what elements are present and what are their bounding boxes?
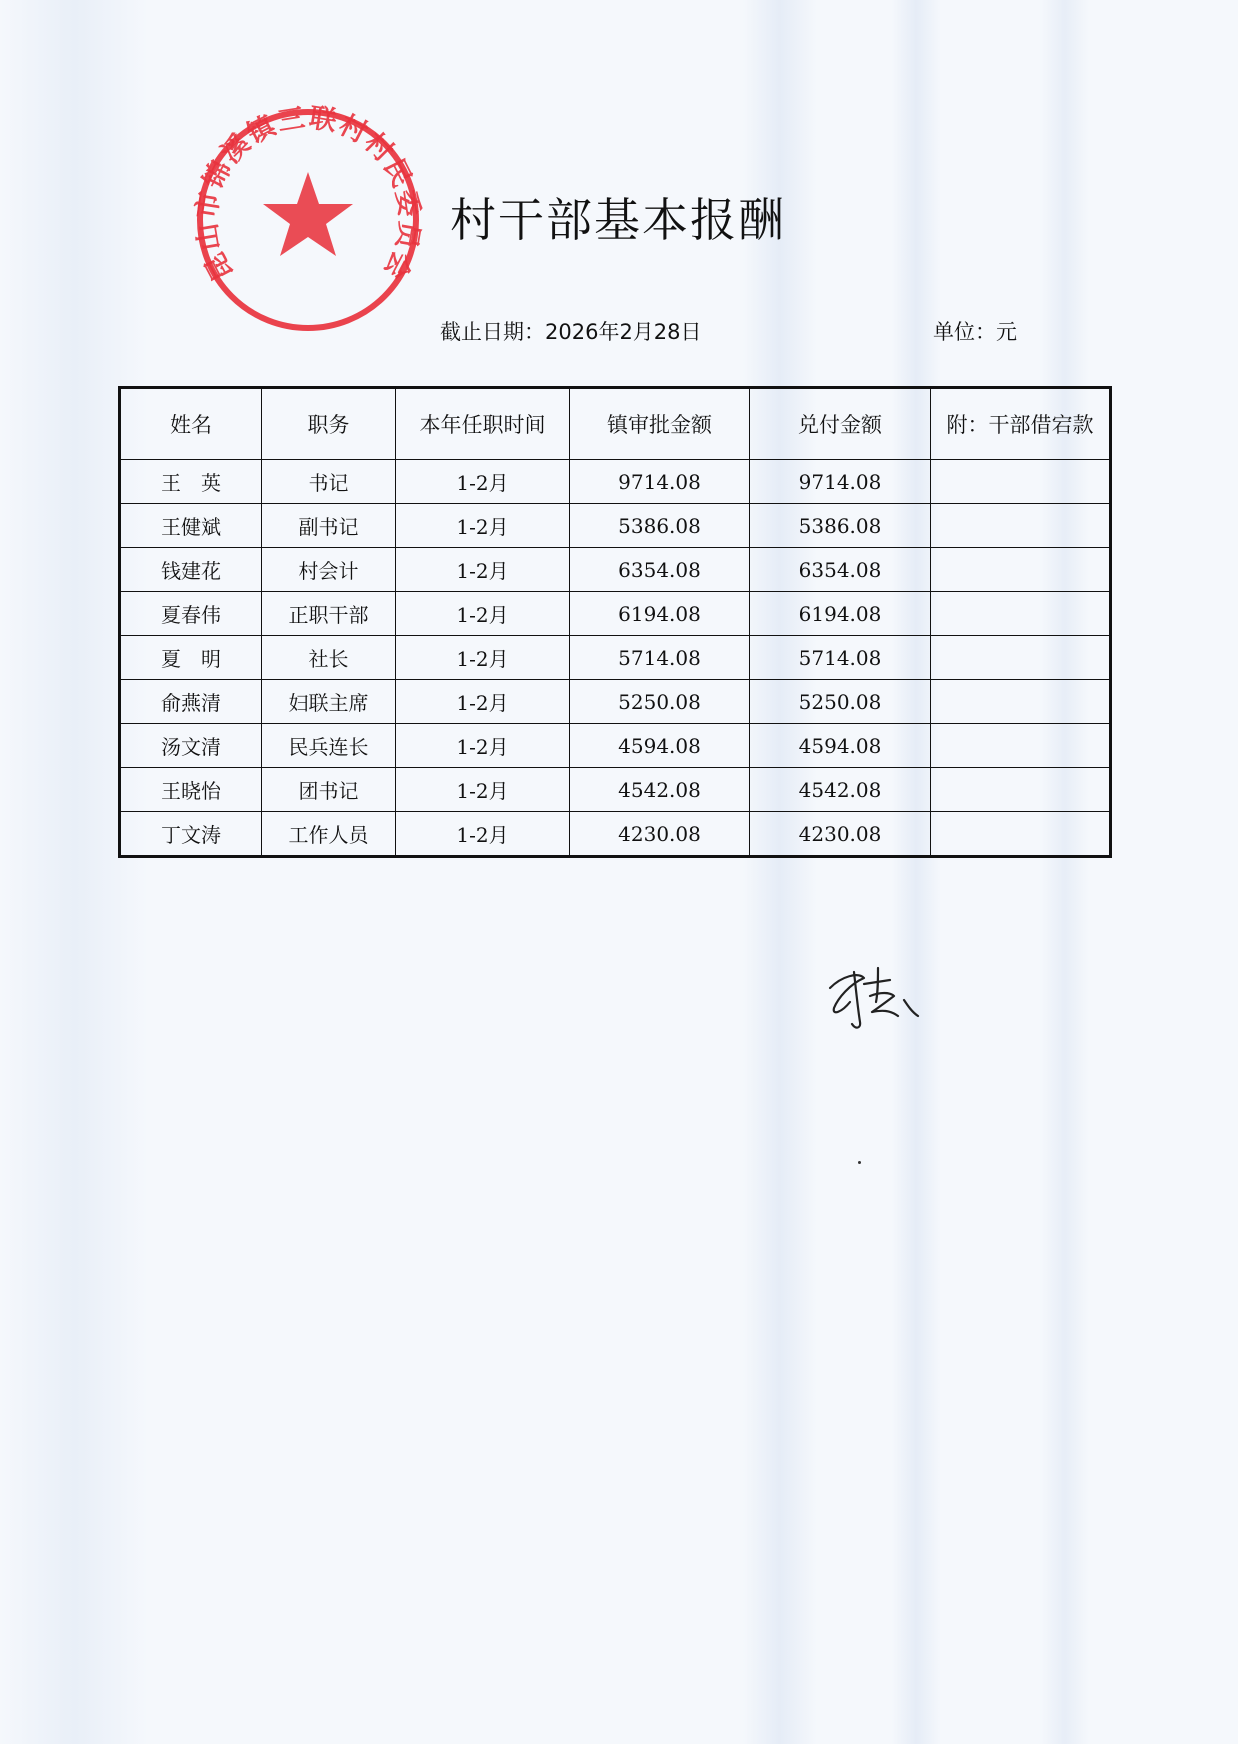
cell-approved: 5714.08 [570,636,750,680]
header-name: 姓名 [120,388,262,460]
cell-paid: 5250.08 [750,680,931,724]
cell-position: 书记 [262,460,396,504]
seal-star-icon [263,172,353,256]
cell-position: 社长 [262,636,396,680]
cutoff-date: 截止日期：2026年2月28日 [440,320,702,344]
table-row [120,724,1111,768]
cell-loan [931,724,1111,768]
cell-position: 团书记 [262,768,396,812]
header-loan: 附：干部借宕款 [931,388,1111,460]
page-title: 村干部基本报酬 [450,193,786,247]
seal-text: 昆山市锦溪镇三联村村民委员会 [191,102,425,286]
cell-position: 副书记 [262,504,396,548]
cell-loan [931,812,1111,857]
header-paid-amount: 兑付金额 [750,388,931,460]
table-row [120,592,1111,636]
cell-period: 1-2月 [396,548,570,592]
cell-period: 1-2月 [396,636,570,680]
cell-loan [931,636,1111,680]
header-approved-amount: 镇审批金额 [570,388,750,460]
cell-approved: 6354.08 [570,548,750,592]
cell-name: 夏春伟 [120,592,262,636]
cell-approved: 9714.08 [570,460,750,504]
remuneration-table [118,386,1112,858]
cell-paid: 4542.08 [750,768,931,812]
cell-period: 1-2月 [396,812,570,857]
cell-period: 1-2月 [396,724,570,768]
cell-paid: 4230.08 [750,812,931,857]
cell-paid: 5386.08 [750,504,931,548]
cell-name: 王健斌 [120,504,262,548]
cell-name: 钱建花 [120,548,262,592]
cell-period: 1-2月 [396,768,570,812]
table-header-row [120,388,1111,460]
unit-label: 单位：元 [933,320,1017,344]
table-row [120,548,1111,592]
cell-name: 王晓怡 [120,768,262,812]
cell-loan [931,548,1111,592]
cell-loan [931,680,1111,724]
cell-loan [931,460,1111,504]
cell-period: 1-2月 [396,504,570,548]
cell-loan [931,768,1111,812]
official-seal [188,100,428,340]
cell-name: 俞燕清 [120,680,262,724]
cell-position: 村会计 [262,548,396,592]
cell-period: 1-2月 [396,592,570,636]
table-row [120,768,1111,812]
cell-paid: 9714.08 [750,460,931,504]
header-position: 职务 [262,388,396,460]
cell-position: 正职干部 [262,592,396,636]
table-row [120,504,1111,548]
cell-approved: 4230.08 [570,812,750,857]
cell-name: 汤文清 [120,724,262,768]
handwritten-signature [820,950,940,1040]
cell-paid: 4594.08 [750,724,931,768]
table-row [120,680,1111,724]
cell-position: 妇联主席 [262,680,396,724]
cell-approved: 5250.08 [570,680,750,724]
table-row [120,460,1111,504]
cell-period: 1-2月 [396,680,570,724]
cell-loan [931,592,1111,636]
cell-period: 1-2月 [396,460,570,504]
cell-paid: 6194.08 [750,592,931,636]
cell-name: 丁文涛 [120,812,262,857]
cell-paid: 6354.08 [750,548,931,592]
cell-position: 民兵连长 [262,724,396,768]
cell-approved: 6194.08 [570,592,750,636]
cell-approved: 5386.08 [570,504,750,548]
cell-approved: 4542.08 [570,768,750,812]
header-period: 本年任职时间 [396,388,570,460]
cell-name: 王 英 [120,460,262,504]
cell-paid: 5714.08 [750,636,931,680]
scan-dot [858,1161,861,1164]
cell-position: 工作人员 [262,812,396,857]
cell-loan [931,504,1111,548]
cell-approved: 4594.08 [570,724,750,768]
cell-name: 夏 明 [120,636,262,680]
table-row [120,812,1111,857]
table-row [120,636,1111,680]
